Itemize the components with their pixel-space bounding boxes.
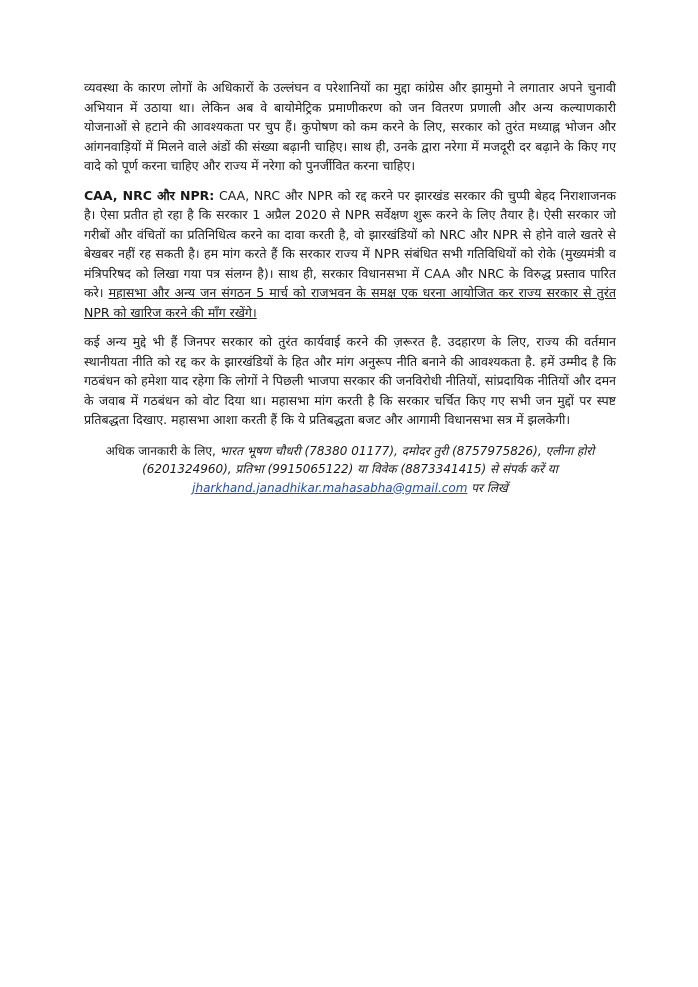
document-page <box>84 78 616 497</box>
caa-nrc-npr-body: CAA, NRC और NPR को रद्द करने पर झारखंड सरकार की चुप्पी बेहद निराशाजनक है। ऐसा प्रतीत हो रहा है कि सरकार 1 अप्रैल 2020 से NPR सर्वेक्षण शुरू करने के लिए तैयार है। ऐसी सरकार जो गरीबों और वंचितों का प्रतिनिधित्व करने का दावा करती है, वो झारखंडियों को NRC और NPR से होने वाले खतरे से बेखबर नहीं रह सकती है। हम मांग करते हैं कि सरकार राज्य में NPR संबंधित सभी गतिविधियों को रोके (मुख्यमंत्री व मंत्रिपरिषद को लिखा गया पत्र संलग्न है)। साथ ही, सरकार विधानसभा में CAA और NRC के विरुद्ध प्रस्ताव पारित करे। <box>84 187 616 300</box>
paragraph-aadhaar-nutrition-nrega: व्यवस्था के कारण लोगों के अधिकारों के उल्लंघन व परेशानियों का मुद्दा कांग्रेस और झामुमो ने लगातार अपने चुनावी अभियान में उठाया था। लेकिन अब वे बायोमेट्रिक प्रमाणीकरण को जन वितरण प्रणाली और अन्य कल्याणकारी योजनाओं से हटाने की आवश्यकता पर चुप हैं। कुपोषण को कम करने के लिए, सरकार को तुरंत मध्याह्न भोजन और आंगनवाड़ियों में मिलने वाले अंडों की संख्या बढ़ानी चाहिए। साथ ही, उनके द्वारा नरेगा में मजदूरी दर बढ़ाने के किए गए वादे को पूर्ण करना चाहिए और राज्य में नरेगा को पुनर्जीवित करना चाहिए। <box>84 80 616 173</box>
paragraph-caa-nrc-npr <box>84 186 616 323</box>
contact-intro: अधिक जानकारी के लिए, <box>105 443 220 458</box>
contacts-line-2: (6201324960), प्रतिभा (9915065122) या विवेक (8873341415) से संपर्क करें या <box>142 462 558 476</box>
email-suffix: पर लिखें <box>467 480 508 495</box>
contact-footer <box>84 442 616 498</box>
email-link[interactable]: jharkhand.janadhikar.mahasabha@gmail.com <box>192 480 468 495</box>
contacts-line-1: भारत भूषण चौधरी (78380 01177), दमोदर तुरी (8757975826), एलीना होरो <box>219 443 595 458</box>
dharna-announcement: महासभा और अन्य जन संगठन 5 मार्च को राजभवन के समक्ष एक धरना आयोजित कर राज्य सरकार से तुरंत NPR को खारिज करने की माँग रखेंगे। <box>84 285 616 320</box>
paragraph-other-issues: कई अन्य मुद्दे भी हैं जिनपर सरकार को तुरंत कार्यवाई करने की ज़रूरत है. उदहारण के लिए, राज्य की वर्तमान स्थानीयता नीति को रद्द कर के झारखंडियों के हित और मांग अनुरूप नीति बनाने की आवश्यकता है. हमें उम्मीद है कि गठबंधन को हमेशा याद रहेगा कि लोगों ने पिछली भाजपा सरकार की जनविरोधी नीतियों, सांप्रदायिक नीतियों और दमन के जवाब में गठबंधन को वोट दिया था। महासभा मांग करती है कि सरकार चर्चित किए गए सभी जन मुद्दों पर स्पष्ट प्रतिबद्धता दिखाए. महासभा आशा करती हैं कि ये प्रतिबद्धता बजट और आगामी विधानसभा सत्र में झलकेगी। <box>84 334 616 427</box>
section-heading-caa-nrc-npr: CAA, NRC और NPR: <box>84 187 215 203</box>
